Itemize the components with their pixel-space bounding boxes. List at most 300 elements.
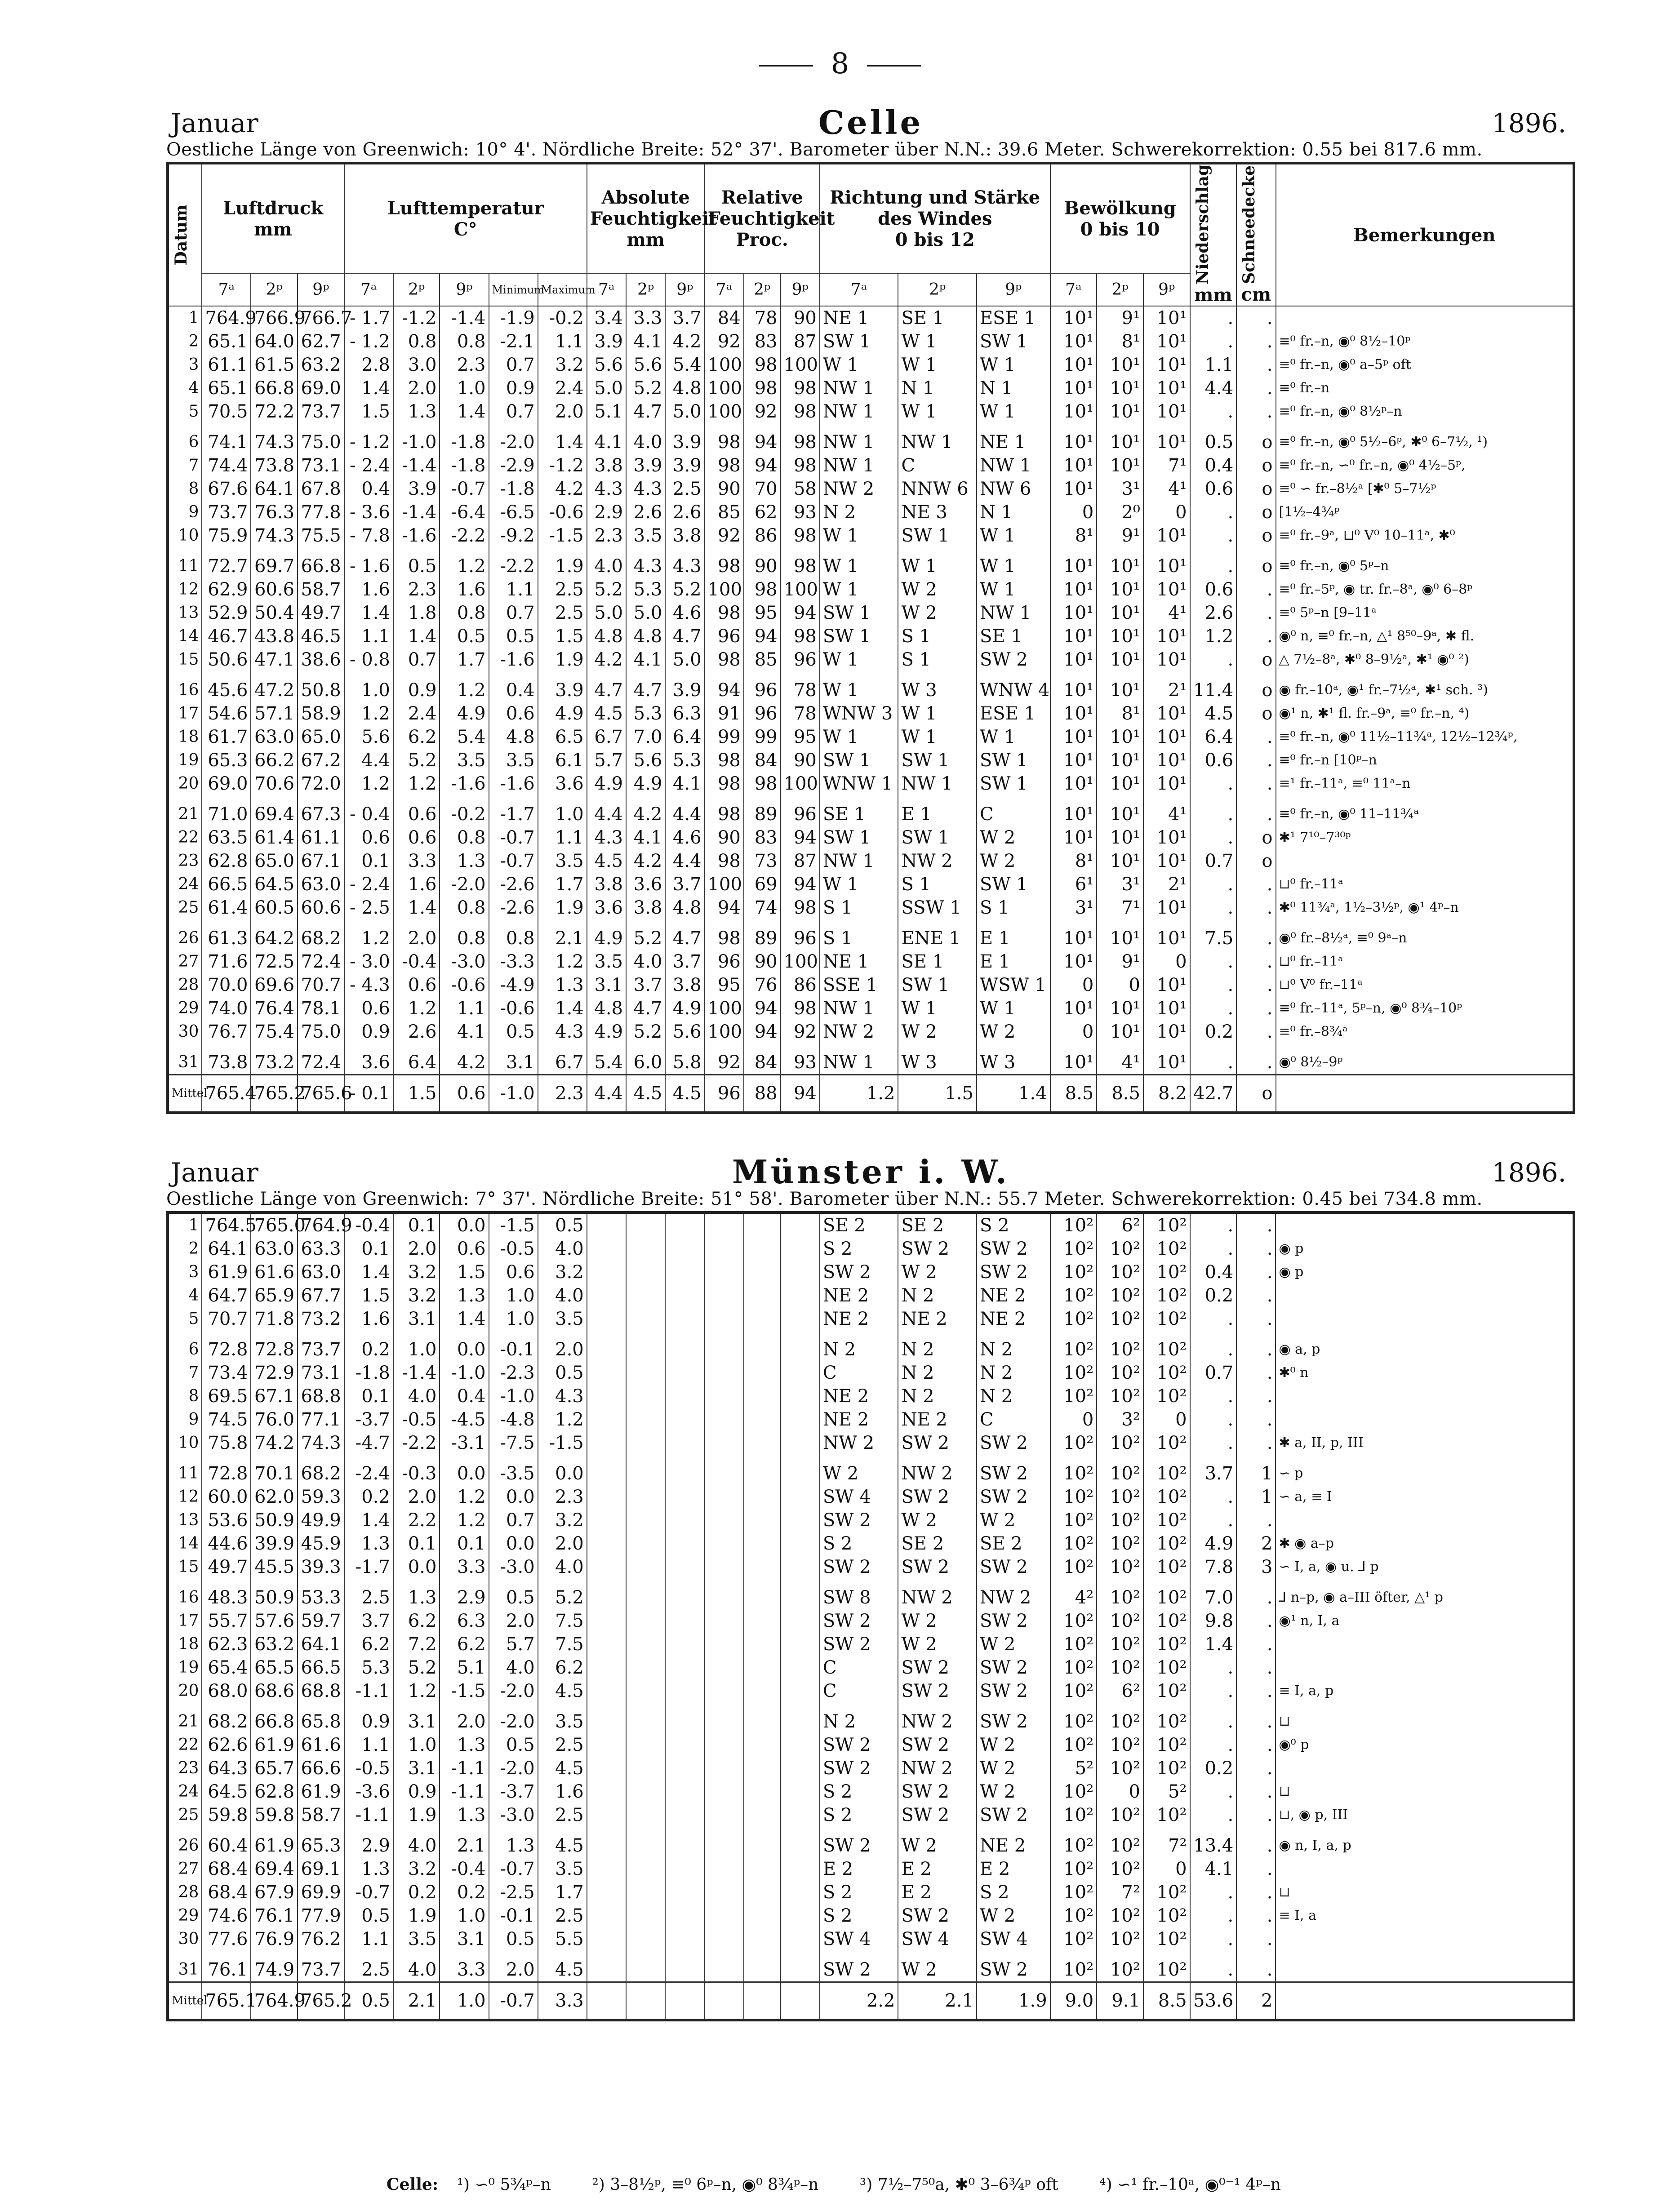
- spacer-cell: [977, 671, 1050, 679]
- table-row: [168, 1904, 1574, 1927]
- spacer-cell: [168, 1331, 202, 1338]
- table-cell: 61.6: [251, 1261, 298, 1284]
- table-cell: 69.7: [251, 555, 298, 578]
- table-cell: ≡⁰ fr.–11ᵃ, 5ᵖ–n, ◉⁰ 8¾–10ᵖ: [1276, 997, 1574, 1020]
- table-cell: .: [1236, 1609, 1276, 1633]
- table-cell: -2.3: [489, 1361, 538, 1385]
- table-cell: 95: [705, 973, 744, 997]
- spacer-cell: [1276, 1044, 1574, 1051]
- table-cell: SSE 1: [820, 973, 898, 997]
- table-cell: 59.8: [202, 1803, 251, 1827]
- table-cell: ≡⁰ fr.–n, ◉⁰ 8½–10ᵖ: [1276, 330, 1574, 353]
- table-cell: 12: [168, 578, 202, 601]
- col-2p: 2ᵖ: [393, 273, 440, 306]
- table-cell: 67.6: [202, 477, 251, 501]
- table-cell: 91: [705, 702, 744, 725]
- table-row: [168, 1361, 1574, 1385]
- table-cell: 76: [744, 973, 781, 997]
- wind-header: Richtung und Stärke des Windes 0 bis 12: [820, 163, 1050, 273]
- table-cell: -1.4: [440, 306, 489, 330]
- table-row: [168, 1307, 1574, 1331]
- table-cell: -0.1: [489, 1338, 538, 1361]
- table-cell: [705, 1656, 744, 1679]
- table-cell: -6.4: [440, 501, 489, 524]
- table-cell: -2.2: [393, 1431, 440, 1455]
- table-cell: SW 1: [820, 601, 898, 625]
- table-cell: - 1.7: [344, 306, 393, 330]
- table-cell: .: [1190, 501, 1237, 524]
- table-cell: .: [1236, 927, 1276, 950]
- table-cell: -6.5: [489, 501, 538, 524]
- table-cell: 10²: [1143, 1609, 1190, 1633]
- mittel-cell: 0.5: [344, 1982, 393, 2020]
- table-cell: 10¹: [1097, 431, 1143, 454]
- table-cell: 4.1: [626, 648, 665, 671]
- table-cell: W 2: [898, 1261, 977, 1284]
- table-cell: 4.1: [626, 826, 665, 849]
- table-cell: 1.4: [393, 625, 440, 648]
- mittel-cell: 2.1: [393, 1982, 440, 2020]
- table-cell: -1.4: [393, 1361, 440, 1385]
- table-cell: 61.1: [298, 826, 344, 849]
- spacer-cell: [440, 1827, 489, 1834]
- spacer-cell: [1097, 1455, 1143, 1462]
- spacer-cell: [489, 1455, 538, 1462]
- table-cell: W 2: [820, 1462, 898, 1485]
- table-cell: W 1: [898, 330, 977, 353]
- table-cell: 70.6: [251, 772, 298, 795]
- table-cell: N 1: [898, 377, 977, 400]
- table-cell: 5.3: [626, 702, 665, 725]
- table-cell: [626, 1958, 665, 1982]
- table-cell: 0.4: [440, 1385, 489, 1408]
- spacer-cell: [626, 1703, 665, 1710]
- table-cell: 10¹: [1050, 648, 1097, 671]
- table-cell: 2.4: [538, 377, 587, 400]
- spacer-cell: [1097, 795, 1143, 803]
- spacer-cell: [781, 547, 820, 555]
- table-cell: 0.0: [538, 1462, 587, 1485]
- spacer-cell: [298, 1827, 344, 1834]
- table-cell: 10²: [1143, 1385, 1190, 1408]
- table-cell: 2.5: [665, 477, 704, 501]
- table-cell: 1.1: [538, 330, 587, 353]
- table-cell: 94: [705, 679, 744, 702]
- spacer-cell: [1190, 795, 1237, 803]
- spacer-cell: [977, 795, 1050, 803]
- table-cell: [587, 1586, 626, 1609]
- table-cell: SW 2: [977, 1958, 1050, 1982]
- table-cell: 4.3: [665, 555, 704, 578]
- table-cell: 10²: [1143, 1586, 1190, 1609]
- mittel-cell: 53.6: [1190, 1982, 1237, 2020]
- table-cell: [665, 1284, 704, 1307]
- table-cell: 3.1: [489, 1051, 538, 1075]
- table-cell: .: [1236, 973, 1276, 997]
- table-cell: [781, 1656, 820, 1679]
- table-cell: S 2: [820, 1803, 898, 1827]
- table-cell: 96: [781, 927, 820, 950]
- table-cell: 66.5: [298, 1656, 344, 1679]
- table-cell: 22: [168, 1733, 202, 1757]
- spacer-cell: [1236, 671, 1276, 679]
- table-cell: S 2: [820, 1237, 898, 1261]
- spacer-cell: [626, 1455, 665, 1462]
- table-cell: [705, 1780, 744, 1803]
- col-max: Maximum: [538, 273, 587, 306]
- spacer-cell: [202, 919, 251, 927]
- table-cell: W 3: [977, 1051, 1050, 1075]
- table-cell: [1276, 1633, 1574, 1656]
- spacer-cell: [1050, 919, 1097, 927]
- table-cell: 5.7: [587, 749, 626, 772]
- mittel-cell: 4.5: [626, 1075, 665, 1113]
- table-cell: 3.6: [587, 896, 626, 919]
- table-cell: 61.9: [202, 1261, 251, 1284]
- table-cell: 76.1: [251, 1904, 298, 1927]
- table-cell: - 1.2: [344, 330, 393, 353]
- table-cell: 10¹: [1097, 400, 1143, 423]
- table-cell: 69.4: [251, 803, 298, 826]
- table-cell: [587, 1927, 626, 1951]
- table-cell: [626, 1261, 665, 1284]
- table-cell: 13: [168, 601, 202, 625]
- table-cell: 7: [168, 1361, 202, 1385]
- table-cell: 10¹: [1097, 601, 1143, 625]
- table-cell: -2.0: [489, 431, 538, 454]
- table-cell: o: [1236, 702, 1276, 725]
- table-cell: 10²: [1050, 1958, 1097, 1982]
- table-cell: [665, 1237, 704, 1261]
- table-cell: -4.7: [344, 1431, 393, 1455]
- spacer-cell: [626, 671, 665, 679]
- spacer-cell: [168, 1455, 202, 1462]
- table-cell: 10¹: [1143, 648, 1190, 671]
- table-cell: 5.2: [393, 749, 440, 772]
- table-cell: 10²: [1050, 1710, 1097, 1733]
- footnote-label: Celle:: [387, 2175, 439, 2194]
- spacer-cell: [1236, 1703, 1276, 1710]
- spacer-cell: [344, 1703, 393, 1710]
- table-cell: 3¹: [1097, 477, 1143, 501]
- row-spacer: [168, 547, 1574, 555]
- table-cell: W 1: [898, 997, 977, 1020]
- spacer-cell: [1143, 423, 1190, 431]
- table-cell: 1.3: [393, 1586, 440, 1609]
- col-2p: 2ᵖ: [898, 273, 977, 306]
- spacer-cell: [665, 795, 704, 803]
- table-cell: 100: [705, 353, 744, 377]
- table-cell: 5.3: [626, 578, 665, 601]
- table-cell: 2.5: [538, 578, 587, 601]
- bewoelkung-header: Bewölkung 0 bis 10: [1050, 163, 1190, 273]
- spacer-cell: [440, 1455, 489, 1462]
- abs-feucht-header: Absolute Feuchtigkeit mm: [587, 163, 705, 273]
- table-cell: 73.7: [298, 400, 344, 423]
- table-row: [168, 772, 1574, 795]
- table-cell: [626, 1803, 665, 1827]
- table-cell: 10¹: [1143, 625, 1190, 648]
- table-cell: 69.5: [202, 1385, 251, 1408]
- table-cell: 3.9: [665, 431, 704, 454]
- spacer-cell: [489, 1951, 538, 1958]
- mittel-cell: 2: [1236, 1982, 1276, 2020]
- table-cell: [587, 1710, 626, 1733]
- table-cell: 27: [168, 950, 202, 973]
- spacer-cell: [1276, 1827, 1574, 1834]
- table-cell: NE 2: [820, 1284, 898, 1307]
- spacer-cell: [1276, 1951, 1574, 1958]
- table-cell: [626, 1857, 665, 1881]
- table-cell: SE 2: [898, 1212, 977, 1237]
- spacer-cell: [587, 1951, 626, 1958]
- table-cell: NE 1: [977, 431, 1050, 454]
- table-cell: -3.1: [440, 1431, 489, 1455]
- table-cell: 100: [781, 578, 820, 601]
- spacer-cell: [626, 1579, 665, 1586]
- table-cell: 98: [781, 377, 820, 400]
- table-cell: ⊔, ◉ p, III: [1276, 1803, 1574, 1827]
- table-cell: 30: [168, 1020, 202, 1044]
- table-cell: W 1: [898, 725, 977, 749]
- table-cell: 61.9: [298, 1780, 344, 1803]
- spacer-cell: [538, 1579, 587, 1586]
- table-cell: SW 2: [977, 1679, 1050, 1703]
- spacer-cell: [1236, 547, 1276, 555]
- table-cell: [665, 1803, 704, 1827]
- table-cell: NE 2: [977, 1834, 1050, 1857]
- table-cell: 4.1: [440, 1020, 489, 1044]
- table-cell: 1.9: [538, 648, 587, 671]
- table-cell: - 4.3: [344, 973, 393, 997]
- table-cell: 5.2: [626, 927, 665, 950]
- table-cell: 10¹: [1050, 377, 1097, 400]
- spacer-cell: [665, 919, 704, 927]
- table-cell: NW 2: [977, 1586, 1050, 1609]
- table-cell: W 1: [977, 555, 1050, 578]
- table-cell: [744, 1261, 781, 1284]
- table-cell: 3.7: [626, 973, 665, 997]
- col-9p: 9ᵖ: [440, 273, 489, 306]
- col-9p: 9ᵖ: [977, 273, 1050, 306]
- table-cell: [705, 1733, 744, 1757]
- table-cell: W 2: [898, 1020, 977, 1044]
- table-cell: 3.3: [626, 306, 665, 330]
- spacer-cell: [898, 1827, 977, 1834]
- table-row: [168, 1733, 1574, 1757]
- table-row: [168, 501, 1574, 524]
- table-cell: [626, 1586, 665, 1609]
- table-cell: W 1: [977, 997, 1050, 1020]
- table-cell: [665, 1338, 704, 1361]
- table-cell: 99: [744, 725, 781, 749]
- table-cell: .: [1236, 353, 1276, 377]
- table-cell: 1.0: [393, 1338, 440, 1361]
- mittel-cell: 8.5: [1143, 1982, 1190, 2020]
- table-cell: .: [1236, 377, 1276, 400]
- table-cell: 49.7: [298, 601, 344, 625]
- table-cell: 1.2: [538, 950, 587, 973]
- table-cell: 5.2: [626, 377, 665, 400]
- table-cell: .: [1190, 1237, 1237, 1261]
- table-cell: -2.0: [440, 873, 489, 896]
- table-cell: SW 1: [977, 772, 1050, 795]
- table-cell: 10¹: [1097, 679, 1143, 702]
- table-cell: 1.4: [1190, 1633, 1237, 1656]
- table-cell: [626, 1485, 665, 1509]
- station-metadata: Oestliche Länge von Greenwich: 10° 4'. Nördliche Breite: 52° 37'. Barometer über N.N.: 39.6 Meter. Schwerekorrektion: 0.55 bei 817.6 mm.: [166, 139, 1483, 160]
- table-cell: ◉⁰ n, ≡⁰ fr.–n, △¹ 8⁵⁰–9ᵃ, ✱ fl.: [1276, 625, 1574, 648]
- spacer-cell: [1143, 1579, 1190, 1586]
- table-cell: [587, 1857, 626, 1881]
- table-cell: NW 1: [820, 1051, 898, 1075]
- table-cell: N 2: [977, 1338, 1050, 1361]
- table-cell: 10¹: [1050, 477, 1097, 501]
- table-cell: [587, 1361, 626, 1385]
- table-cell: [1276, 1958, 1574, 1982]
- spacer-cell: [781, 919, 820, 927]
- spacer-cell: [587, 1044, 626, 1051]
- table-cell: 10¹: [1050, 306, 1097, 330]
- table-cell: 4.5: [538, 1958, 587, 1982]
- table-cell: 50.8: [298, 679, 344, 702]
- table-cell: .: [1236, 1284, 1276, 1307]
- table-cell: 3.9: [538, 679, 587, 702]
- table-cell: NE 1: [820, 306, 898, 330]
- table-cell: SW 2: [898, 1656, 977, 1679]
- table-cell: -1.7: [344, 1555, 393, 1579]
- spacer-cell: [393, 795, 440, 803]
- table-cell: .: [1236, 950, 1276, 973]
- table-row: [168, 1609, 1574, 1633]
- table-cell: 7.2: [393, 1633, 440, 1656]
- table-cell: 10¹: [1143, 749, 1190, 772]
- table-cell: o: [1236, 849, 1276, 873]
- table-cell: -2.2: [489, 555, 538, 578]
- table-cell: 3.9: [665, 679, 704, 702]
- table-cell: [781, 1462, 820, 1485]
- table-cell: 1.7: [440, 648, 489, 671]
- table-cell: [705, 1307, 744, 1331]
- table-cell: -0.7: [489, 1857, 538, 1881]
- table-cell: 4.8: [665, 896, 704, 919]
- table-cell: 4.7: [587, 679, 626, 702]
- table-cell: SW 1: [898, 826, 977, 849]
- table-cell: E 2: [820, 1857, 898, 1881]
- table-cell: 10²: [1097, 1609, 1143, 1633]
- table-cell: .: [1190, 973, 1237, 997]
- table-cell: SW 1: [820, 625, 898, 648]
- spacer-cell: [344, 919, 393, 927]
- table-cell: 1.2: [393, 1679, 440, 1703]
- table-cell: 13.4: [1190, 1834, 1237, 1857]
- table-cell: S 1: [898, 625, 977, 648]
- table-cell: 10¹: [1143, 431, 1190, 454]
- table-cell: [1276, 849, 1574, 873]
- spacer-cell: [1236, 1331, 1276, 1338]
- table-cell: ≡⁰ fr.–n, ◉⁰ 11½–11¾ᵃ, 12½–12¾ᵖ,: [1276, 725, 1574, 749]
- table-cell: 0.1: [440, 1532, 489, 1555]
- table-cell: [705, 1555, 744, 1579]
- table-cell: 73.8: [251, 454, 298, 477]
- table-cell: 7.8: [1190, 1555, 1237, 1579]
- mittel-cell: [1276, 1982, 1574, 2020]
- table-cell: 4.7: [626, 400, 665, 423]
- spacer-cell: [393, 547, 440, 555]
- table-cell: 6²: [1097, 1212, 1143, 1237]
- table-cell: 10²: [1050, 1361, 1097, 1385]
- table-cell: 10: [168, 1431, 202, 1455]
- table-cell: .: [1236, 601, 1276, 625]
- spacer-cell: [1190, 1579, 1237, 1586]
- table-cell: 31: [168, 1958, 202, 1982]
- table-cell: o: [1236, 679, 1276, 702]
- spacer-cell: [820, 423, 898, 431]
- table-cell: [665, 1958, 704, 1982]
- table-cell: 61.4: [202, 896, 251, 919]
- table-cell: 0: [1050, 1020, 1097, 1044]
- table-cell: 3.5: [538, 1857, 587, 1881]
- spacer-cell: [489, 795, 538, 803]
- mittel-cell: 4.5: [665, 1075, 704, 1113]
- mittel-cell: 42.7: [1190, 1075, 1237, 1113]
- table-cell: 71.8: [251, 1307, 298, 1331]
- table-cell: [1276, 1757, 1574, 1780]
- spacer-cell: [705, 1331, 744, 1338]
- spacer-cell: [298, 1455, 344, 1462]
- table-cell: 10²: [1143, 1261, 1190, 1284]
- table-row: [168, 1408, 1574, 1431]
- table-cell: 4.5: [587, 849, 626, 873]
- table-cell: 6.4: [1190, 725, 1237, 749]
- table-cell: -0.5: [489, 1237, 538, 1261]
- table-cell: ESE 1: [977, 306, 1050, 330]
- spacer-cell: [744, 547, 781, 555]
- table-row: [168, 1532, 1574, 1555]
- table-cell: 75.4: [251, 1020, 298, 1044]
- table-cell: 99: [705, 725, 744, 749]
- table-cell: 61.7: [202, 725, 251, 749]
- mittel-cell: [744, 1982, 781, 2020]
- table-cell: 10²: [1050, 1927, 1097, 1951]
- table-cell: [744, 1881, 781, 1904]
- spacer-cell: [538, 1703, 587, 1710]
- table-cell: 0.8: [489, 927, 538, 950]
- table-cell: 5.6: [626, 749, 665, 772]
- table-cell: SE 2: [820, 1212, 898, 1237]
- table-cell: 1.2: [344, 927, 393, 950]
- table-cell: N 1: [977, 501, 1050, 524]
- spacer-cell: [251, 1703, 298, 1710]
- spacer-cell: [1050, 671, 1097, 679]
- mittel-cell: [705, 1982, 744, 2020]
- table-cell: W 2: [977, 1904, 1050, 1927]
- table-cell: SW 1: [820, 826, 898, 849]
- table-cell: [744, 1586, 781, 1609]
- table-cell: 1.0: [489, 1284, 538, 1307]
- table-row: [168, 330, 1574, 353]
- table-cell: 10²: [1097, 1656, 1143, 1679]
- table-cell: 10²: [1143, 1555, 1190, 1579]
- station-name: Celle: [818, 103, 924, 142]
- spacer-cell: [626, 795, 665, 803]
- spacer-cell: [393, 919, 440, 927]
- table-cell: 39.3: [298, 1555, 344, 1579]
- table-cell: 10¹: [1050, 772, 1097, 795]
- table-cell: [744, 1237, 781, 1261]
- table-cell: .: [1236, 1338, 1276, 1361]
- table-cell: 1.2: [440, 679, 489, 702]
